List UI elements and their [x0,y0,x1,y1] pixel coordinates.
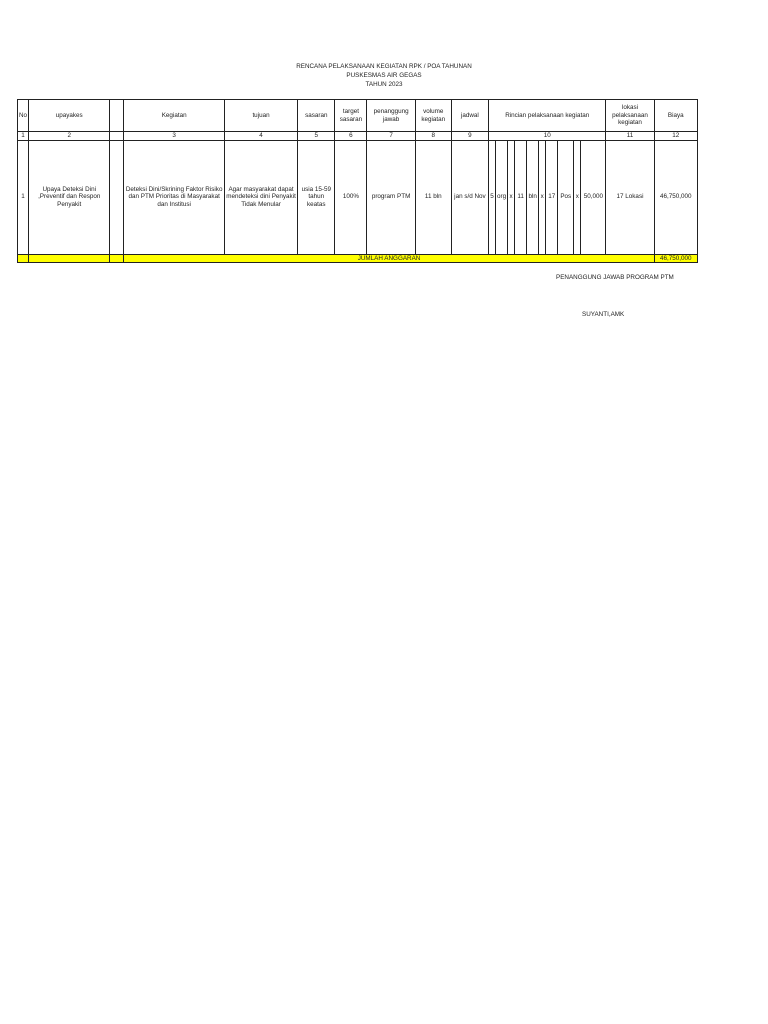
total-row [18,254,698,263]
table-row [18,140,698,254]
col-header-rincian: Rincian pelaksanaan kegiatan [489,100,606,132]
cell-rincian-price: 50,000 [581,140,606,254]
cell-jadwal: jan s/d Nov [451,140,488,254]
total-label: JUMLAH ANGGARAN [124,254,654,263]
col-header-upayakes: upayakes [29,100,110,132]
cell-rincian-times: x [508,140,515,254]
total-cell [29,254,110,263]
col-header-spacer [110,100,124,132]
col-number: 9 [451,132,488,141]
cell-kegiatan: Deteksi Dini/Skrining Faktor Risiko dan PTM Prioritas di Masyarakat dan Institusi [124,140,224,254]
col-header-target: target sasaran [335,100,367,132]
cell-rincian-unit: org [496,140,508,254]
col-header-kegiatan: Kegiatan [124,100,224,132]
col-number: 12 [654,132,697,141]
cell-sasaran: usia 15-59 tahun keatas [298,140,335,254]
header-title: RENCANA PELAKSANAAN KEGIATAN RPK / POA TAHUNAN [296,63,472,70]
rpk-table [17,99,698,263]
col-header-no: No [18,100,29,132]
cell-penanggung: program PTM [367,140,415,254]
cell-biaya: 46,750,000 [654,140,697,254]
col-header-sasaran: sasaran [298,100,335,132]
table-header-row [18,100,698,132]
col-number: 11 [606,132,654,141]
signature-title: PENANGGUNG JAWAB PROGRAM PTM [556,274,674,281]
cell-rincian-times: x [539,140,546,254]
header-year: TAHUN 2023 [365,81,403,88]
col-number: 6 [335,132,367,141]
cell-rincian-qty: 17 [546,140,558,254]
col-number: 2 [29,132,110,141]
signature-name: SUYANTI,AMK [582,311,625,318]
col-number: 5 [298,132,335,141]
col-number: 3 [124,132,224,141]
cell-rincian-unit: Pos [558,140,574,254]
cell-volume: 11 bln [415,140,451,254]
cell-upayakes: Upaya Deteksi Dini ,Preventif dan Respon Penyakit [29,140,110,254]
cell-rincian-unit: bln [527,140,539,254]
cell-no: 1 [18,140,29,254]
col-number: 4 [224,132,297,141]
document-header [0,62,768,89]
col-number: 8 [415,132,451,141]
cell-rincian-times: x [574,140,581,254]
col-header-biaya: Biaya [654,100,697,132]
col-header-volume: volume kegiatan [415,100,451,132]
cell-spacer [110,140,124,254]
col-header-jadwal: jadwal [451,100,488,132]
col-number: 10 [489,132,606,141]
cell-target: 100% [335,140,367,254]
total-value: 46,750,000 [654,254,697,263]
cell-lokasi: 17 Lokasi [606,140,654,254]
cell-tujuan: Agar masyarakat dapat mendeteksi dini Penyakit Tidak Menular [224,140,297,254]
column-number-row [18,132,698,141]
header-institution: PUSKESMAS AIR GEGAS [346,72,422,79]
total-cell [110,254,124,263]
col-number: 1 [18,132,29,141]
col-header-tujuan: tujuan [224,100,297,132]
col-header-lokasi: lokasi pelaksanaan kegiatan [606,100,654,132]
col-number-spacer [110,132,124,141]
col-header-penanggung: penanggung jawab [367,100,415,132]
cell-rincian-qty: 5 [489,140,496,254]
col-number: 7 [367,132,415,141]
total-cell [18,254,29,263]
cell-rincian-qty: 11 [515,140,527,254]
